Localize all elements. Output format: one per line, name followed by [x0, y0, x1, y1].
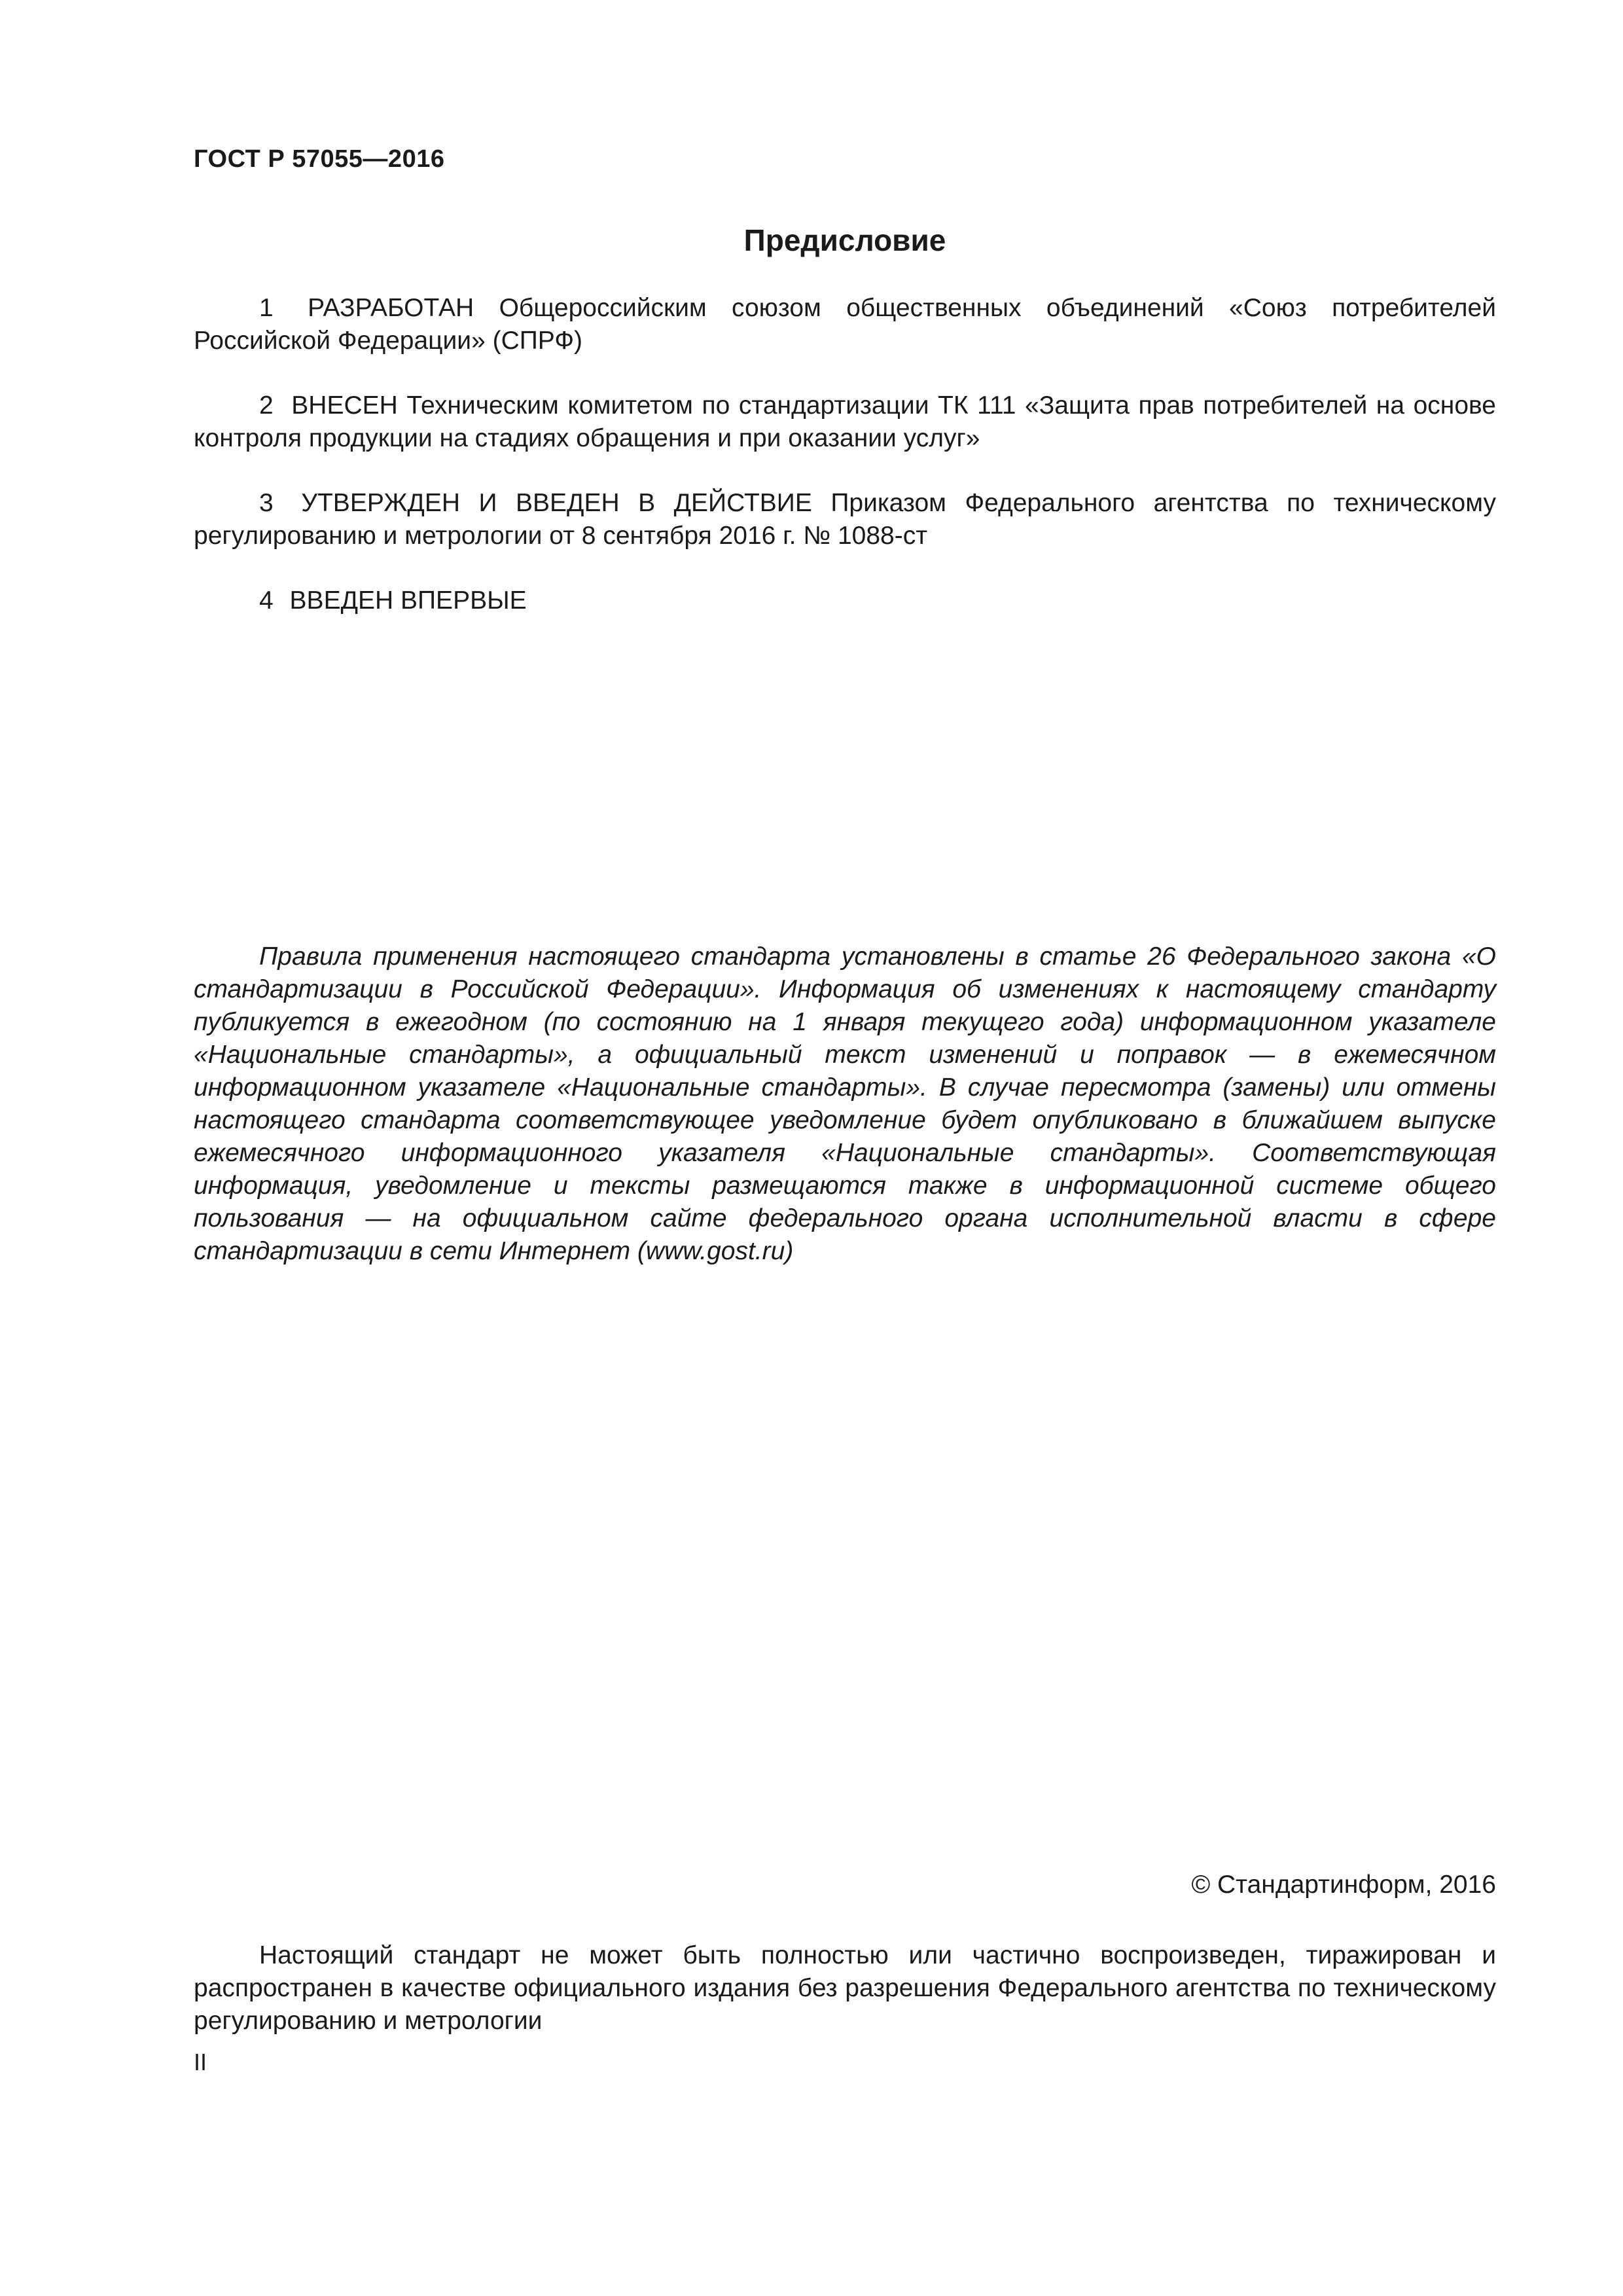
standard-application-notice: Правила применения настоящего стандарта установлены в статье 26 Федерального закона «О стандартизации в Российской Федерации». Информация об изменениях к настоящему стандарту публикуется в ежегодном (по состоянию на 1 января текущего года) информационном указателе «Национальные стандарты», а официальный текст изменений и поправок — в ежемесячном информационном указателе «Национальные стандарты». В случае пересмотра (замены) или отмены настоящего стандарта соответствующее уведомление будет опубликовано в ближайшем выпуске ежемесячного информационного указателя «Национальные стандарты». Соответствующая информация, уведомление и тексты размещаются также в информационной системе общего пользования — на официальном сайте федерального органа исполнительной власти в сфере стандартизации в сети Интернет (www.gost.ru) — [194, 942, 1496, 1265]
foreword-item-4 — [194, 584, 1496, 617]
item-number: 4 — [259, 586, 274, 615]
foreword-item-3 — [194, 487, 1496, 552]
foreword-item-1 — [194, 292, 1496, 357]
item-label: ВНЕСЕН — [291, 391, 398, 420]
item-label: УТВЕРЖДЕН И ВВЕДЕН В ДЕЙСТВИЕ — [301, 489, 812, 517]
foreword-item-2 — [194, 389, 1496, 455]
item-text: Общероссийским союзом общественных объединений «Союз потребителей Российской Федерации» (СПРФ) — [194, 294, 1496, 355]
section-title: Предисловие — [743, 223, 946, 257]
standard-code-header: ГОСТ Р 57055—2016 — [194, 145, 445, 173]
item-text: Техническим комитетом по стандартизации ТК 111 «Защита прав потребителей на основе контроля продукции на стадиях обращения и при оказании услуг» — [194, 391, 1496, 452]
item-number: 2 — [259, 391, 274, 420]
reproduction-restriction: Настоящий стандарт не может быть полностью или частично воспроизведен, тиражирован и распространен в качестве официального издания без разрешения Федерального агентства по техническому регулированию и метрологии — [194, 1941, 1496, 2035]
item-text: Приказом Федерального агентства по техническому регулированию и метрологии от 8 сентября 2016 г. № 1088-ст — [194, 489, 1496, 550]
copyright-line: © Стандартинформ, 2016 — [1191, 1871, 1496, 1899]
item-number: 1 — [259, 294, 274, 322]
item-number: 3 — [259, 489, 274, 517]
page-number: II — [194, 2049, 207, 2075]
item-label: ВВЕДЕН ВПЕРВЫЕ — [289, 586, 527, 615]
item-label: РАЗРАБОТАН — [308, 294, 474, 322]
